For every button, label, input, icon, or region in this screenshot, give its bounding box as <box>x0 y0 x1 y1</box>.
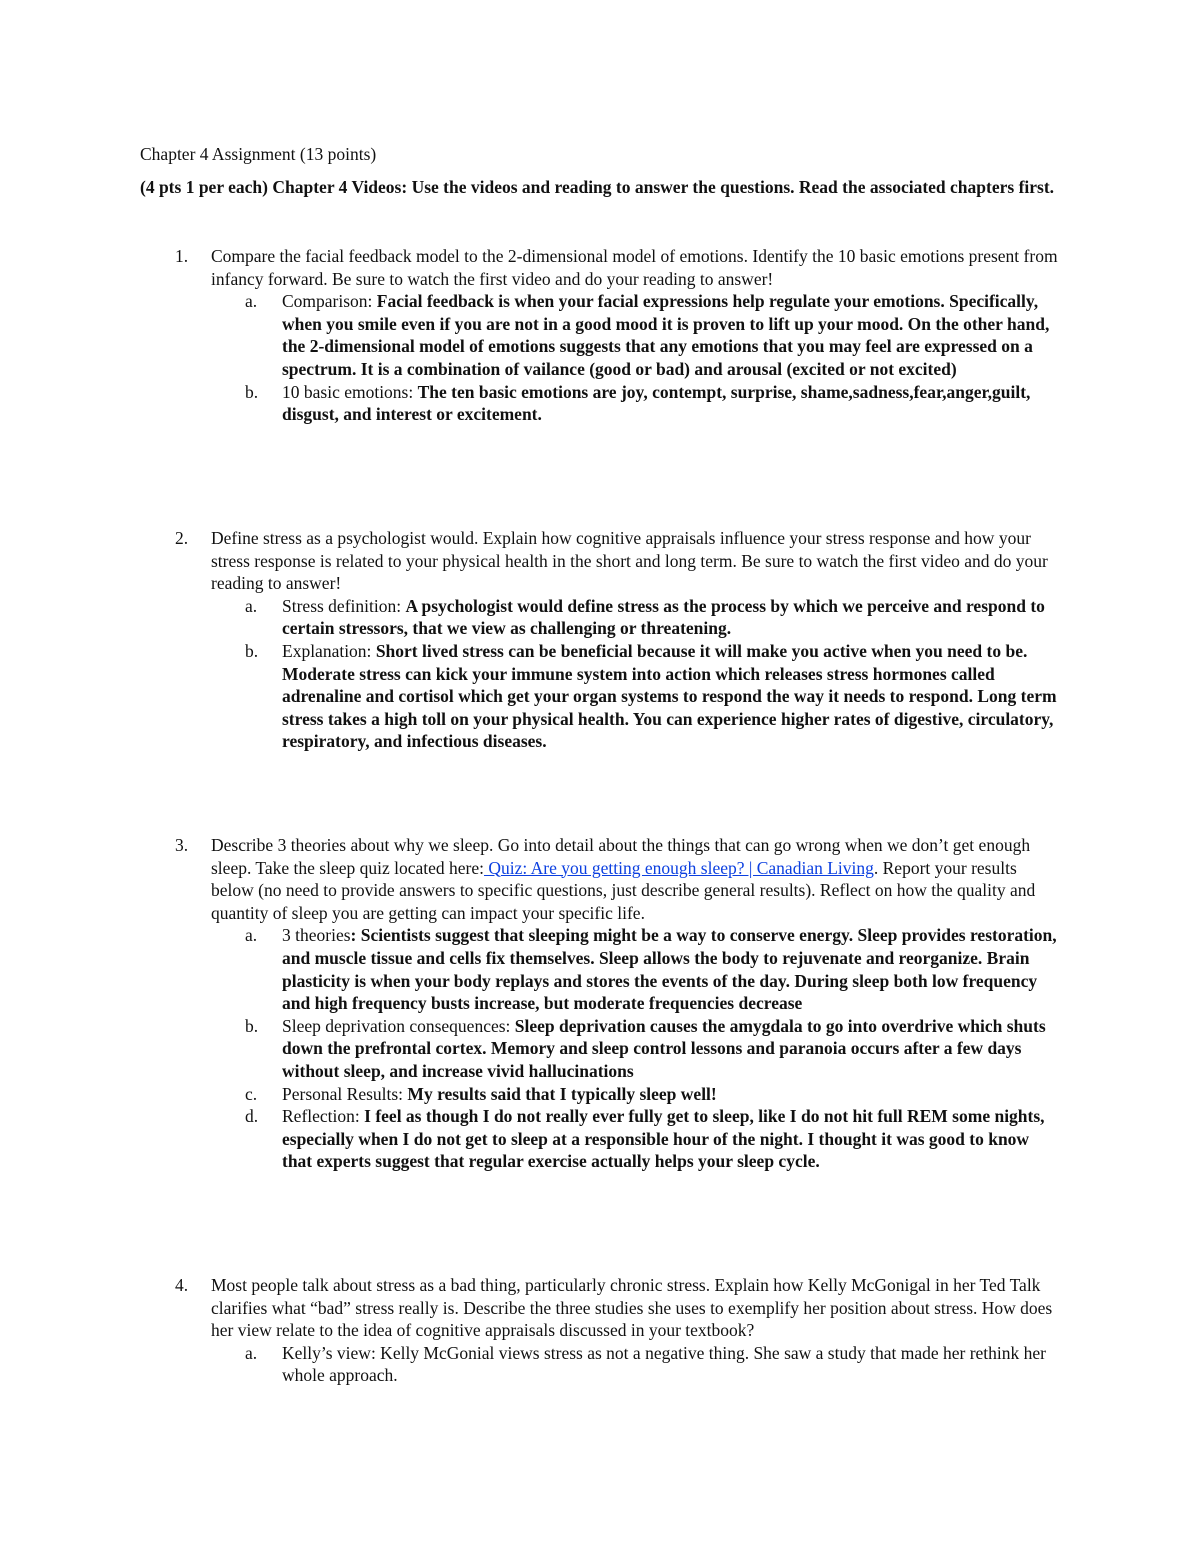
assignment-title: Chapter 4 Assignment (13 points) <box>140 144 377 164</box>
answer-letter: a. <box>245 1342 258 1363</box>
answer-text: Short lived stress can be beneficial because it will make you active when you need to be. Moderate stress can kick your immune system into action which releases stress hormones called adrenaline and cortisol which get your organ systems to respond the way it needs to respond. Long term stress takes a high toll on your physical health. You can experience higher rates of digestive, circulatory, respiratory, and infectious diseases. <box>282 640 1057 752</box>
answer-item <box>0 924 1200 1014</box>
answer-item <box>0 1083 1200 1106</box>
question-text: Compare the facial feedback model to the 2-dimensional model of emotions. Identify the 10 basic emotions present from infancy forward. Be sure to watch the first video and do your reading to answer! <box>211 246 1058 289</box>
answer-item <box>0 595 1200 640</box>
assignment-intro: (4 pts 1 per each) Chapter 4 Videos: Use the videos and reading to answer the questions. Read the associated chapters first. <box>140 177 1055 197</box>
answer-text: The ten basic emotions are joy, contempt, surprise, shame,sadness,fear,anger,guilt, disgust, and interest or excitement. <box>282 381 1031 425</box>
answer-text: Facial feedback is when your facial expressions help regulate your emotions. Specifically, when you smile even if you are not in a good mood it is proven to lift up your mood. On the other hand, the 2-dimensional model of emotions suggests that any emotions that you may feel are expressed on a spectrum. It is a combination of vailance (good or bad) and arousal (excited or not excited) <box>282 291 1050 379</box>
answer-letter: b. <box>245 1015 259 1036</box>
answer-letter: a. <box>245 291 258 312</box>
answer-letter: a. <box>245 925 258 946</box>
question-number: 3. <box>175 835 189 855</box>
question-number: 4. <box>175 1275 189 1295</box>
answer-letter: b. <box>245 381 259 402</box>
answer-label: 10 basic emotions: <box>282 381 418 402</box>
answer-letter: b. <box>245 640 259 661</box>
answer-label: Reflection: <box>282 1106 365 1127</box>
answer-item <box>0 290 1200 380</box>
answer-letter: c. <box>245 1083 258 1104</box>
answer-label: Stress definition: <box>282 595 406 616</box>
question-text: Most people talk about stress as a bad thing, particularly chronic stress. Explain how Kelly McGonigal in her Ted Talk clarifies what “bad” stress really is. Describe the three studies she uses to exemplify her position about stress. How does her view relate to the idea of cognitive appraisals discussed in your textbook? <box>211 1275 1053 1341</box>
answer-text: Sleep deprivation causes the amygdala to go into overdrive which shuts down the prefrontal cortex. Memory and sleep control lessons and paranoia occurs after a few days without sleep, and increase vivid hallucinations <box>282 1015 1046 1081</box>
answer-label: Explanation: <box>282 640 376 661</box>
question-4 <box>0 1274 1200 1387</box>
sleep-quiz-link[interactable]: Quiz: Are you getting enough sleep? | Canadian Living <box>484 857 874 878</box>
answer-text: : Scientists suggest that sleeping might be a way to conserve energy. Sleep provides restoration, and muscle tissue and cells fix themselves. Sleep allows the body to rejuvenate and reorganize. Brain plasticity is when your body replays and stores the events of the day. During sleep both low frequency and high frequency busts increase, but moderate frequencies decrease <box>282 925 1057 1014</box>
answer-label: Personal Results: <box>282 1083 408 1104</box>
question-text-start: Describe 3 theories about why we sleep. Go into detail about the things that can go wrong when we don’t get enough sleep. Take the sleep quiz located here: <box>211 835 1031 878</box>
answer-item <box>0 1015 1200 1083</box>
answer-letter: a. <box>245 595 258 616</box>
question-number: 2. <box>175 528 189 548</box>
answer-item <box>0 381 1200 426</box>
answer-label: Kelly’s view: Kelly McGonial views stress as not a negative thing. She saw a study that made her rethink her whole approach. <box>282 1342 1046 1386</box>
question-1 <box>0 245 1200 426</box>
answer-item <box>0 1342 1200 1387</box>
answer-item <box>0 640 1200 753</box>
question-text: Define stress as a psychologist would. Explain how cognitive appraisals influence your stress response and how your stress response is related to your physical health in the short and long term. Be sure to watch the first video and do your reading to answer! <box>211 528 1048 594</box>
question-2 <box>0 527 1200 753</box>
answer-text: A psychologist would define stress as the process by which we perceive and respond to certain stressors, that we view as challenging or threatening. <box>282 595 1045 639</box>
question-number: 1. <box>175 246 189 266</box>
answer-text: My results said that I typically sleep well! <box>407 1083 717 1104</box>
answer-item <box>0 1105 1200 1173</box>
answer-letter: d. <box>245 1106 259 1127</box>
question-text-end: . Report your results below (no need to provide answers to specific questions, just describe general results). Reflect on how the quality and quantity of sleep you are getting can impact your specific life. <box>211 857 1036 923</box>
question-3 <box>0 834 1200 1173</box>
answer-label: Comparison: <box>282 291 377 312</box>
answer-label: 3 theories <box>282 925 351 946</box>
answer-text: I feel as though I do not really ever fully get to sleep, like I do not hit full REM some nights, especially when I do not get to sleep at a responsible hour of the night. I thought it was good to know that experts suggest that regular exercise actually helps your sleep cycle. <box>282 1106 1045 1172</box>
answer-label: Sleep deprivation consequences: <box>282 1015 515 1036</box>
question-text <box>211 834 1061 924</box>
